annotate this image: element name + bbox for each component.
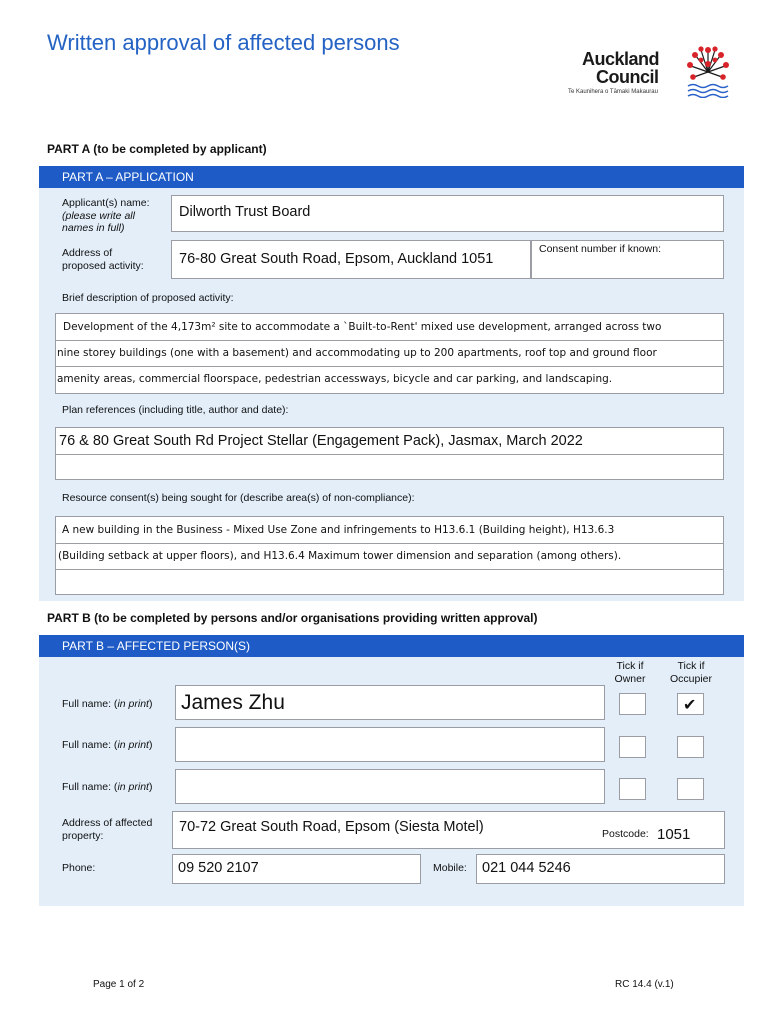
occupier-checkbox[interactable]	[677, 778, 704, 800]
consent-number-field[interactable]: Consent number if known:	[531, 240, 724, 279]
postcode-value: 1051	[657, 826, 691, 843]
phone-field[interactable]: 09 520 2107	[172, 854, 421, 884]
part-b-heading: PART B (to be completed by persons and/or organisations providing written approval)	[47, 611, 538, 625]
logo-line1: Auckland	[582, 49, 660, 69]
applicant-label: Applicant(s) name: (please write all names in full)	[62, 197, 150, 234]
property-address-field[interactable]: 70-72 Great South Road, Epsom (Siesta Motel) Postcode: 1051	[172, 811, 725, 849]
form-code: RC 14.4 (v.1)	[615, 979, 674, 990]
mobile-label: Mobile:	[433, 862, 467, 874]
activity-address-field[interactable]: 76-80 Great South Road, Epsom, Auckland 1051	[171, 240, 531, 279]
plan-line: 76 & 80 Great South Rd Project Stellar (Engagement Pack), Jasmax, March 2022	[59, 433, 583, 449]
resource-line: A new building in the Business - Mixed Use Zone and infringements to H13.6.1 (Building height), H13.6.3	[62, 524, 615, 536]
page-title: Written approval of affected persons	[47, 30, 400, 55]
full-name-field[interactable]: James Zhu	[175, 685, 605, 720]
part-a-panel	[39, 166, 744, 601]
full-name-label: Full name: (in print)	[62, 781, 153, 793]
owner-checkbox[interactable]	[619, 693, 646, 715]
address-label: Address of proposed activity:	[62, 247, 144, 272]
plan-label: Plan references (including title, author and date):	[62, 404, 289, 416]
tick-occupier-header: Tick if Occupier	[669, 660, 712, 685]
description-line: nine storey buildings (one with a basement) and accommodating up to 200 apartments, roof top and ground floor	[57, 347, 657, 359]
postcode-label: Postcode:	[602, 828, 649, 840]
part-b-bar: PART B – AFFECTED PERSON(S)	[39, 635, 744, 657]
owner-checkbox[interactable]	[619, 736, 646, 758]
resource-line: (Building setback at upper floors), and H13.6.4 Maximum tower dimension and separation (among others).	[58, 550, 622, 562]
tick-owner-header: Tick if Owner	[614, 660, 646, 685]
description-label: Brief description of proposed activity:	[62, 292, 234, 304]
resource-consent-field[interactable]	[55, 516, 724, 595]
occupier-checkbox[interactable]: ✔	[677, 693, 704, 715]
full-name-label: Full name: (in print)	[62, 698, 153, 710]
resource-label: Resource consent(s) being sought for (describe area(s) of non-compliance):	[62, 492, 415, 504]
auckland-council-logo	[566, 42, 730, 100]
full-name-label: Full name: (in print)	[62, 739, 153, 751]
part-a-heading: PART A (to be completed by applicant)	[47, 142, 267, 156]
logo-tagline: Te Kaunihera o Tāmaki Makaurau	[568, 89, 658, 95]
description-field[interactable]	[55, 313, 724, 394]
applicant-name-field[interactable]: Dilworth Trust Board	[171, 195, 724, 232]
property-address-label: Address of affected property:	[62, 817, 153, 842]
owner-checkbox[interactable]	[619, 778, 646, 800]
page-number: Page 1 of 2	[93, 979, 145, 990]
part-b-panel	[39, 635, 744, 906]
pohutukawa-flower-icon	[686, 42, 730, 98]
full-name-field[interactable]	[175, 727, 605, 762]
full-name-field[interactable]	[175, 769, 605, 804]
phone-label: Phone:	[62, 862, 96, 874]
logo-line2: Council	[596, 67, 659, 87]
description-line: amenity areas, commercial floorspace, pedestrian accessways, bicycle and car parking, and landscaping.	[57, 373, 613, 385]
description-line: Development of the 4,173m² site to accommodate a `Built-to-Rent' mixed use development, arranged across two	[63, 321, 662, 333]
occupier-checkbox[interactable]	[677, 736, 704, 758]
part-a-bar: PART A – APPLICATION	[39, 166, 744, 188]
plan-references-field[interactable]	[55, 427, 724, 480]
mobile-field[interactable]: 021 044 5246	[476, 854, 725, 884]
